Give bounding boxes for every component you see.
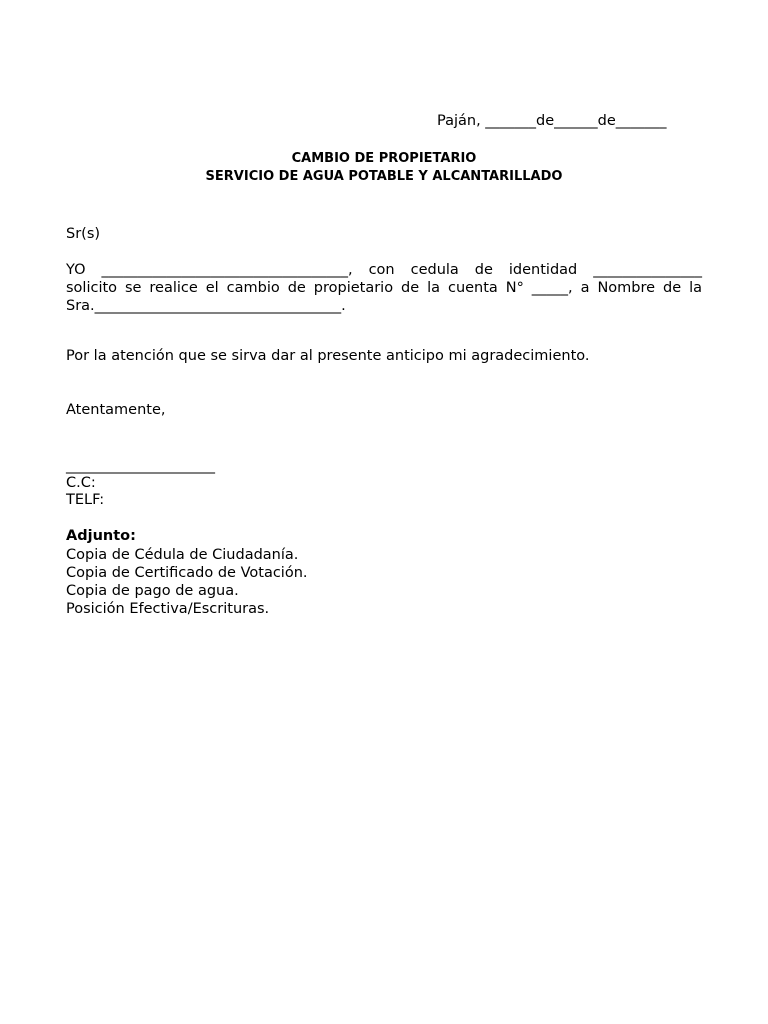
- thanks-paragraph: Por la atención que se sirva dar al presente anticipo mi agradecimiento.: [66, 348, 590, 364]
- request-paragraph: [66, 261, 702, 315]
- salutation: Sr(s): [66, 226, 101, 242]
- signature-telf-label: TELF:: [66, 492, 105, 508]
- date-line: Paján, _______de______de_______: [437, 113, 667, 129]
- attachment-item: Copia de Cédula de Ciudadanía.: [66, 547, 299, 563]
- document-subtitle: SERVICIO DE AGUA POTABLE Y ALCANTARILLADO: [205, 169, 563, 184]
- signature-line: ______________________: [66, 458, 215, 474]
- attachment-item: Copia de pago de agua.: [66, 583, 239, 599]
- closing: Atentamente,: [66, 402, 166, 418]
- signature-cc-label: C.C:: [66, 475, 96, 491]
- document-title: CAMBIO DE PROPIETARIO: [291, 151, 477, 166]
- attachment-item: Posición Efectiva/Escrituras.: [66, 601, 270, 617]
- attachment-item: Copia de Certificado de Votación.: [66, 565, 308, 581]
- request-line-2: solicito se realice el cambio de propietario de la cuenta N° _____, a Nombre de la: [66, 280, 702, 296]
- request-line-3: Sra.__________________________________.: [66, 298, 346, 314]
- attachments-list: [66, 546, 308, 618]
- attachments-title: Adjunto:: [66, 528, 136, 544]
- request-line-1: YO __________________________________, con cedula de identidad _______________: [66, 262, 702, 278]
